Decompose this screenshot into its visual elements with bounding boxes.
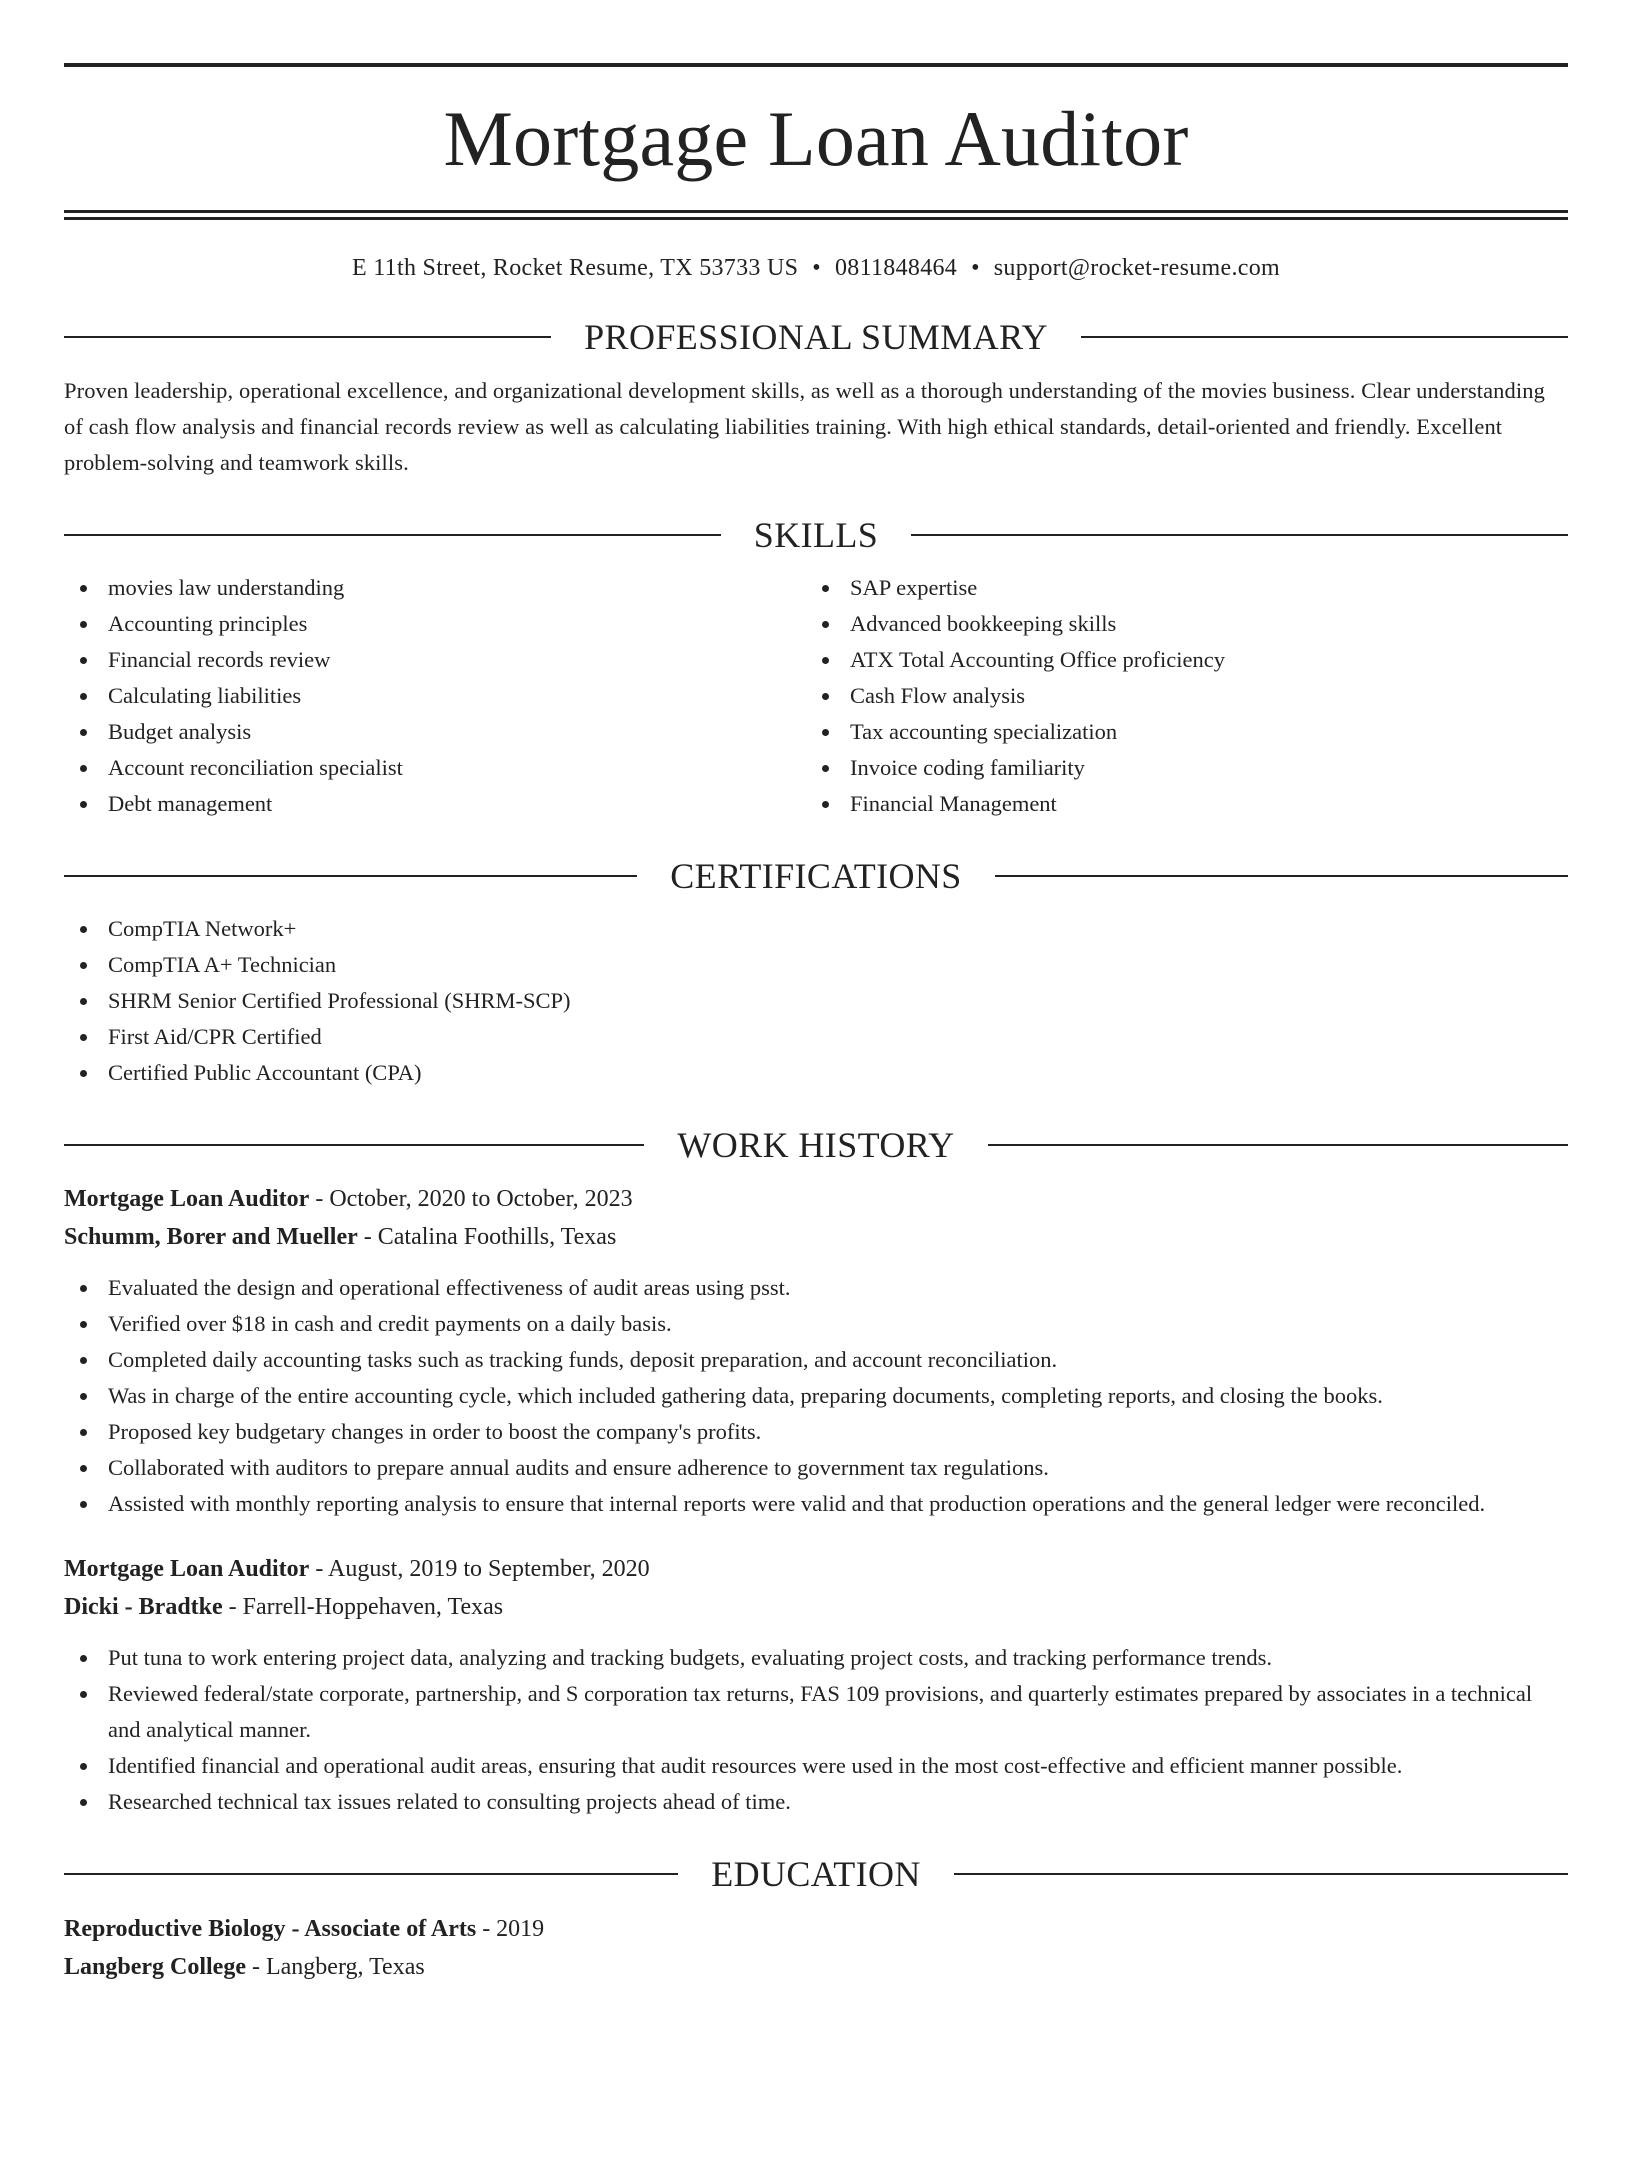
job-bullet: Researched technical tax issues related to consulting projects ahead of time. bbox=[64, 1784, 1568, 1820]
skills-column-right bbox=[806, 570, 1548, 822]
heading-rule bbox=[64, 1144, 644, 1146]
section-heading-work-history bbox=[64, 1125, 1568, 1165]
job-location: - Catalina Foothills, Texas bbox=[357, 1224, 617, 1250]
job-bullet: Completed daily accounting tasks such as tracking funds, deposit preparation, and account reconciliation. bbox=[64, 1342, 1568, 1378]
skills-column-left bbox=[64, 570, 806, 822]
education-school: Langberg College bbox=[64, 1954, 246, 1980]
education-degree-line bbox=[64, 1910, 1568, 1948]
education-year: - 2019 bbox=[476, 1916, 545, 1942]
heading-rule bbox=[995, 875, 1568, 877]
skill-item: Cash Flow analysis bbox=[806, 678, 1548, 714]
heading-rule bbox=[954, 1873, 1568, 1875]
job-company: Dicki - Bradtke bbox=[64, 1594, 223, 1620]
contact-line bbox=[64, 253, 1568, 283]
skill-item: Calculating liabilities bbox=[64, 678, 806, 714]
job-entry bbox=[64, 1180, 1568, 1522]
job-bullets bbox=[64, 1640, 1568, 1820]
resume-name: Mortgage Loan Auditor bbox=[443, 95, 1189, 182]
section-heading-skills bbox=[64, 515, 1568, 555]
certification-item: First Aid/CPR Certified bbox=[64, 1019, 1568, 1055]
section-title: EDUCATION bbox=[711, 1854, 921, 1894]
skill-item: SAP expertise bbox=[806, 570, 1548, 606]
section-title: PROFESSIONAL SUMMARY bbox=[584, 317, 1048, 357]
section-title: SKILLS bbox=[753, 515, 879, 555]
job-title-line bbox=[64, 1180, 1568, 1218]
skill-item: Financial Management bbox=[806, 786, 1548, 822]
education-entry bbox=[64, 1910, 1568, 1986]
heading-rule bbox=[64, 534, 721, 536]
job-bullet: Was in charge of the entire accounting cycle, which included gathering data, preparing documents, completing reports, and closing the books. bbox=[64, 1378, 1568, 1414]
education-location: - Langberg, Texas bbox=[245, 1954, 425, 1980]
heading-rule bbox=[64, 336, 551, 338]
skill-item: ATX Total Accounting Office proficiency bbox=[806, 642, 1548, 678]
contact-address: E 11th Street, Rocket Resume, TX 53733 US bbox=[352, 255, 799, 281]
job-bullet: Evaluated the design and operational effectiveness of audit areas using psst. bbox=[64, 1270, 1568, 1306]
job-role: Mortgage Loan Auditor bbox=[64, 1556, 310, 1582]
certifications-list bbox=[64, 911, 1568, 1091]
resume-page bbox=[0, 63, 1632, 2175]
education-degree: Reproductive Biology - Associate of Arts bbox=[64, 1916, 477, 1942]
skill-item: Advanced bookkeeping skills bbox=[806, 606, 1548, 642]
heading-rule bbox=[64, 1873, 678, 1875]
education-school-line bbox=[64, 1948, 1568, 1986]
certification-item: CompTIA Network+ bbox=[64, 911, 1568, 947]
section-title: WORK HISTORY bbox=[677, 1125, 955, 1165]
job-role: Mortgage Loan Auditor bbox=[64, 1186, 310, 1212]
contact-separator: • bbox=[971, 255, 980, 281]
job-bullet: Collaborated with auditors to prepare annual audits and ensure adherence to government tax regulations. bbox=[64, 1450, 1568, 1486]
job-dates: - August, 2019 to September, 2020 bbox=[309, 1556, 650, 1582]
job-bullets bbox=[64, 1270, 1568, 1522]
certification-item: CompTIA A+ Technician bbox=[64, 947, 1568, 983]
skill-item: Accounting principles bbox=[64, 606, 806, 642]
contact-separator: • bbox=[812, 255, 821, 281]
section-title: CERTIFICATIONS bbox=[670, 856, 962, 896]
section-heading-education bbox=[64, 1854, 1568, 1894]
job-entry bbox=[64, 1550, 1568, 1820]
skill-item: Debt management bbox=[64, 786, 806, 822]
job-company-line bbox=[64, 1588, 1568, 1626]
contact-email: support@rocket-resume.com bbox=[993, 255, 1280, 281]
heading-rule bbox=[988, 1144, 1568, 1146]
heading-rule bbox=[1081, 336, 1568, 338]
skills-list bbox=[64, 570, 1568, 822]
skill-item: movies law understanding bbox=[64, 570, 806, 606]
job-dates: - October, 2020 to October, 2023 bbox=[309, 1186, 633, 1212]
job-title-line bbox=[64, 1550, 1568, 1588]
skill-item: Account reconciliation specialist bbox=[64, 750, 806, 786]
job-bullet: Reviewed federal/state corporate, partnership, and S corporation tax returns, FAS 109 provisions, and quarterly estimates prepared by associates in a technical and analytical manner. bbox=[64, 1676, 1568, 1748]
job-company: Schumm, Borer and Mueller bbox=[64, 1224, 358, 1250]
job-bullet: Identified financial and operational audit areas, ensuring that audit resources were used in the most cost-effective and efficient manner possible. bbox=[64, 1748, 1568, 1784]
header-double-rule bbox=[64, 210, 1568, 220]
certification-item: SHRM Senior Certified Professional (SHRM-SCP) bbox=[64, 983, 1568, 1019]
skill-item: Invoice coding familiarity bbox=[806, 750, 1548, 786]
top-rule bbox=[64, 63, 1568, 67]
certification-item: Certified Public Accountant (CPA) bbox=[64, 1055, 1568, 1091]
skill-item: Budget analysis bbox=[64, 714, 806, 750]
job-bullet: Assisted with monthly reporting analysis to ensure that internal reports were valid and that production operations and the general ledger were reconciled. bbox=[64, 1486, 1568, 1522]
section-heading-certifications bbox=[64, 856, 1568, 896]
job-bullet: Verified over $18 in cash and credit payments on a daily basis. bbox=[64, 1306, 1568, 1342]
section-heading-summary bbox=[64, 317, 1568, 357]
job-location: - Farrell-Hoppehaven, Texas bbox=[222, 1594, 504, 1620]
job-bullet: Proposed key budgetary changes in order to boost the company's profits. bbox=[64, 1414, 1568, 1450]
heading-rule bbox=[911, 534, 1568, 536]
skill-item: Tax accounting specialization bbox=[806, 714, 1548, 750]
skill-item: Financial records review bbox=[64, 642, 806, 678]
job-company-line bbox=[64, 1218, 1568, 1256]
heading-rule bbox=[64, 875, 637, 877]
summary-text: Proven leadership, operational excellence, and organizational development skills, as well as a thorough understanding of the movies business. Clear understanding of cash flow analysis and financial records review as well as calculating liabilities training. With high ethical standards, detail-oriented and friendly. Excellent problem-solving and teamwork skills. bbox=[64, 378, 1545, 475]
job-bullet: Put tuna to work entering project data, analyzing and tracking budgets, evaluating project costs, and tracking performance trends. bbox=[64, 1640, 1568, 1676]
contact-phone: 0811848464 bbox=[834, 255, 958, 281]
